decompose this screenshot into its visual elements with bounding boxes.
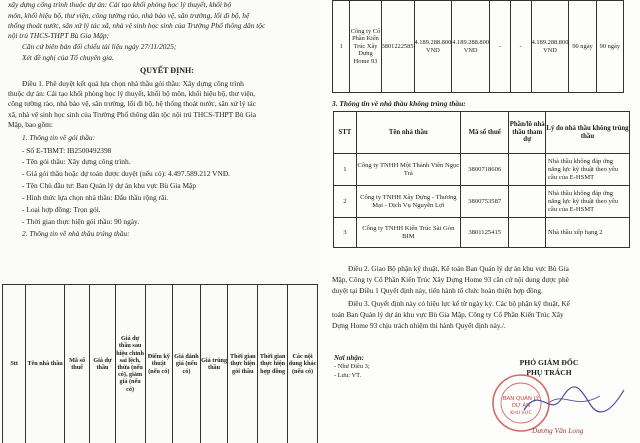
- paragraph-line: duyệt tại Điều 1 Quyết định này, tiến hành tổ chức hoàn thiện hợp đồng.: [332, 286, 543, 295]
- stamp-text-line: KHU VỰC: [510, 411, 532, 416]
- table-cell: 3: [334, 218, 357, 248]
- left-text-line: 2. Thông tin về nhà thầu trúng thầu:: [22, 229, 130, 238]
- table-cell: -: [510, 1, 531, 93]
- signer-name: Dương Văn Long: [532, 426, 584, 435]
- left-text-line: - Tên gói thầu: Xây dựng công trình.: [22, 157, 131, 166]
- table-cell: 2: [334, 186, 357, 218]
- left-text-line: - Giá gói thầu hoặc dự toán được duyệt (nếu có): 4.497.589.212 VNĐ.: [22, 169, 231, 178]
- left-text-line: - Loại hợp đồng: Trọn gói.: [22, 205, 101, 214]
- table-header-row: [3, 285, 318, 443]
- left-text-line: Mập, bao gồm:: [8, 120, 53, 129]
- left-text-line: môn, khối hiệu bộ, thư viện, công tường rào, nhà bảo vệ, sân trường, lối đi bộ, hệ: [8, 11, 250, 20]
- table-cell: 4.189.288.800 VND: [531, 1, 569, 93]
- table-cell: 1: [333, 1, 350, 93]
- document-page-right: [320, 0, 640, 443]
- left-text-line: xây dựng công trình thuộc dự án: Cải tạo khối phòng học lý thuyết, khối bộ: [8, 0, 232, 9]
- left-text-line: thuộc dự án: Cải tạo khối phòng học lý thuyết, khối bộ môn, khối hiệu bộ, thư viện,: [8, 89, 256, 98]
- table-cell: 1: [334, 154, 357, 186]
- table-header-cell: Mã số thuế: [460, 112, 509, 154]
- left-text-line: - Số E-TBMT: IB2500492398: [22, 146, 112, 155]
- signature-icon: [520, 380, 630, 420]
- table-header-cell: Thời gian thực hiện hợp đồng: [258, 285, 288, 443]
- table-header-cell: Mã số thuế: [64, 285, 89, 443]
- table-row: [334, 186, 630, 218]
- table-row: [334, 218, 630, 248]
- left-text-line: 1. Thông tin về gói thầu:: [22, 133, 96, 142]
- left-text-line: Căn cứ biên bản đối chiếu tài liệu ngày 27/11/2025;: [22, 42, 177, 51]
- winning-bidder-row-table: [332, 0, 624, 93]
- table-header-cell: Phần/lô nhà thầu tham dự: [509, 112, 546, 154]
- recipient-line: Nơi nhận:: [334, 354, 365, 362]
- table-header-cell: Giá dự thầu sau hiệu chỉnh sai lệch, thừa (nếu có), giảm giá (nếu có): [115, 285, 145, 443]
- paragraph-line: Điều 2. Giao Bộ phận kỹ thuật, Kế toán Ban Quản lý dự án khu vực Bù Gia: [348, 264, 569, 273]
- table-cell: Nhà thầu không đáp ứng năng lực kỹ thuật theo yêu cầu của E-HSMT: [546, 154, 630, 186]
- signer-title-1: PHÓ GIÁM ĐỐC: [519, 358, 579, 367]
- left-text-line: - Hình thức lựa chọn nhà thầu: Đấu thầu rộng rãi.: [22, 193, 169, 202]
- table-header-cell: Giá dự thầu: [90, 285, 115, 443]
- table-cell: 3800718606: [460, 154, 509, 186]
- table-row: [334, 154, 630, 186]
- losing-bidders-table: [333, 111, 630, 248]
- table-cell: [509, 186, 546, 218]
- table-row: [333, 1, 624, 93]
- stamp-text-line: DỰ ÁN: [511, 403, 531, 409]
- table-cell: 3801125415: [460, 218, 509, 248]
- table-header-cell: Tên nhà thầu: [356, 112, 460, 154]
- table-cell: Công ty TNHH Kiến Trúc Sài Gòn BIM: [356, 218, 460, 248]
- table-header-cell: Thời gian thực hiện gói thầu: [228, 285, 258, 443]
- table-header-cell: Giá trúng thầu: [200, 285, 228, 443]
- table-cell: Công ty TNHH Xây Dựng - Thương Mại - Dịch Vụ Nguyễn Lợi: [356, 186, 460, 218]
- table-cell: Nhà thầu xếp hạng 2: [546, 218, 630, 248]
- table-cell: Nhà thầu không đáp ứng năng lực kỹ thuật theo yêu cầu của E-HSMT: [546, 186, 630, 218]
- left-text-line: thống thoát nước, sân xử lý tác xã, nhà vệ sinh học sinh của Trường Phổ thông dân tộc: [8, 21, 266, 30]
- table-cell: 3800753587: [460, 186, 509, 218]
- signer-title-2: PHỤ TRÁCH: [526, 368, 572, 377]
- left-text-line: - Thời gian thực hiện gói thầu: 90 ngày.: [22, 217, 140, 226]
- table-header-cell: Điểm kỹ thuật (nếu có): [145, 285, 173, 443]
- table-cell: 4.189.288.800 VND: [452, 1, 490, 93]
- table-cell: 4.189.288.800 VND: [414, 1, 452, 93]
- table-cell: -: [490, 1, 511, 93]
- table-header-cell: STT: [334, 112, 357, 154]
- table-cell: 90 ngày: [596, 1, 623, 93]
- left-text-line: nội trú THCS-THPT Bù Gia Mập;: [8, 31, 110, 40]
- table-header-cell: Giá đánh giá (nếu có): [173, 285, 201, 443]
- paragraph-line: Dựng Home 93 chịu trách nhiệm thi hành Quyết định này./.: [332, 321, 506, 330]
- paragraph-line: Mập, Công ty Cổ Phần Kiến Trúc Xây Dựng Home 93 căn cứ nội dung được phê: [332, 275, 569, 284]
- table-header-cell: Tên nhà thầu: [26, 285, 65, 443]
- stamp-text-line: BAN QUẢN LÝ: [502, 396, 540, 402]
- section3-title: 3. Thông tin về nhà thầu không trúng thầu:: [332, 99, 466, 108]
- winning-bidder-table: [2, 284, 318, 443]
- recipient-line: - Như Điều 3;: [334, 363, 370, 370]
- recipient-line: - Lưu: VT.: [334, 372, 362, 379]
- table-header-row: [334, 112, 630, 154]
- left-text-line: QUYẾT ĐỊNH:: [140, 66, 194, 75]
- table-header-cell: Lý do nhà thầu không trúng thầu: [546, 112, 630, 154]
- left-text-line: - Tên Chủ đầu tư: Ban Quản lý dự án khu vực Bù Gia Mập: [22, 181, 197, 190]
- table-cell: [509, 218, 546, 248]
- left-text-line: xã, nhà vệ sinh học sinh của Trường Phổ thông dân tộc nội trú THCS-THPT Bù Gia: [8, 110, 257, 119]
- table-cell: Công ty TNHH Một Thành Viên Ngọc Trà: [356, 154, 460, 186]
- table-cell: Công ty Cổ Phần Kiến Trúc Xây Dựng Home 93: [350, 1, 381, 93]
- table-cell: 90 ngày: [569, 1, 596, 93]
- left-text-line: Xét đề nghị của Tổ chuyên gia.: [22, 53, 114, 62]
- table-header-cell: Các nội dung khác (nếu có): [288, 285, 318, 443]
- table-cell: 3801222585: [381, 1, 414, 93]
- left-text-line: Điều 1. Phê duyệt kết quả lựa chọn nhà thầu gói thầu: Xây dựng công trình: [22, 79, 244, 88]
- paragraph-line: toán Ban Quản lý dự án khu vực Bù Gia Mập, Công ty Cổ Phần Kiến Trúc Xây: [332, 310, 564, 319]
- left-text-line: công tường rào, nhà bảo vệ, sân trường, lối đi bộ, hệ thống thoát nước, sân xử lý tác: [8, 99, 256, 108]
- table-cell: [509, 154, 546, 186]
- table-header-cell: Stt: [3, 285, 26, 443]
- paragraph-line: Điều 3. Quyết định này có hiệu lực kể từ ngày ký. Các bộ phận kỹ thuật, Kế: [348, 299, 570, 308]
